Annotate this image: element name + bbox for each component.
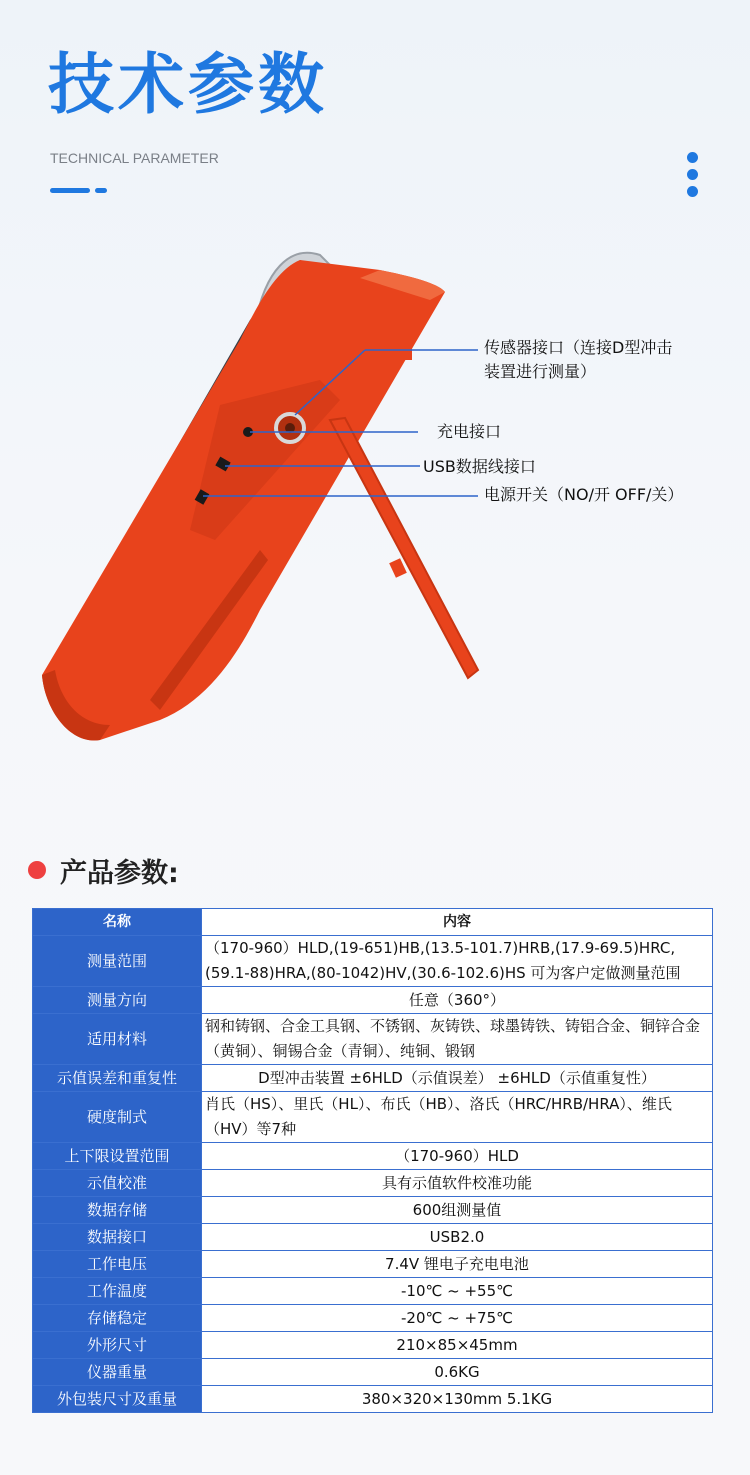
row-name: 仪器重量 [33,1359,202,1386]
section-header [28,852,179,888]
title-underline [50,188,90,193]
section-title: 产品参数: [60,857,179,889]
sensor-port-label-line1: 传感器接口（连接D型冲击 [484,338,673,357]
row-value: D型冲击装置 ±6HLD（示值误差） ±6HLD（示值重复性） [202,1065,713,1092]
table-row [33,1359,713,1386]
row-value: 210×85×45mm [202,1332,713,1359]
row-value: 600组测量值 [202,1197,713,1224]
table-row [33,1224,713,1251]
table-row [33,1251,713,1278]
row-name: 示值误差和重复性 [33,1065,202,1092]
row-value: 0.6KG [202,1359,713,1386]
page-subtitle: TECHNICAL PARAMETER [50,150,219,166]
row-name: 外包装尺寸及重量 [33,1386,202,1413]
row-name: 硬度制式 [33,1092,202,1143]
row-name: 工作电压 [33,1251,202,1278]
sensor-port-label-line2: 装置进行测量） [484,362,597,381]
table-row [33,1014,713,1065]
title-underline-dot [95,188,107,193]
row-value: 380×320×130mm 5.1KG [202,1386,713,1413]
row-value: 具有示值软件校准功能 [202,1170,713,1197]
row-value: -20℃ ~ +75℃ [202,1305,713,1332]
charge-port-label: 充电接口 [437,422,502,441]
row-name: 上下限设置范围 [33,1143,202,1170]
table-row [33,1170,713,1197]
table-row [33,1332,713,1359]
row-name: 外形尺寸 [33,1332,202,1359]
table-row [33,1278,713,1305]
bullet-dot-icon [28,861,46,879]
row-value: USB2.0 [202,1224,713,1251]
sensor-port-label [484,336,672,384]
table-row [33,1092,713,1143]
row-name: 测量范围 [33,936,202,987]
table-row [33,1305,713,1332]
row-name: 适用材料 [33,1014,202,1065]
table-row [33,1143,713,1170]
table-row [33,936,713,987]
row-value: 7.4V 锂电子充电电池 [202,1251,713,1278]
row-name: 示值校准 [33,1170,202,1197]
row-name: 工作温度 [33,1278,202,1305]
more-dots-icon [687,152,699,203]
row-value: 肖氏（HS）、里氏（HL）、布氏（HB）、洛氏（HRC/HRB/HRA）、维氏（HV）等7种 [202,1092,713,1143]
row-value: （170-960）HLD [202,1143,713,1170]
row-value: 钢和铸钢、合金工具钢、不锈钢、灰铸铁、球墨铸铁、铸铝合金、铜锌合金（黄铜）、铜锡合金（青铜）、纯铜、锻钢 [202,1014,713,1065]
row-name: 存储稳定 [33,1305,202,1332]
table-header-content: 内容 [202,909,713,936]
table-row [33,1065,713,1092]
row-name: 数据接口 [33,1224,202,1251]
row-name: 测量方向 [33,987,202,1014]
table-row [33,987,713,1014]
table-header-name: 名称 [33,909,202,936]
spec-table [32,908,713,1413]
page-title: 技术参数 [48,46,328,123]
power-switch-label: 电源开关（NO/开 OFF/关） [484,485,684,504]
row-value: 任意（360°） [202,987,713,1014]
usb-port-label: USB数据线接口 [423,457,536,476]
table-row [33,1197,713,1224]
row-value: （170-960）HLD,(19-651)HB,(13.5-101.7)HRB,(17.9-69.5)HRC,(59.1-88)HRA,(80-1042)HV,(30.6-102.6)HS 可为客户定做测量范围 [202,936,713,987]
row-value: -10℃ ~ +55℃ [202,1278,713,1305]
row-name: 数据存储 [33,1197,202,1224]
table-row [33,1386,713,1413]
